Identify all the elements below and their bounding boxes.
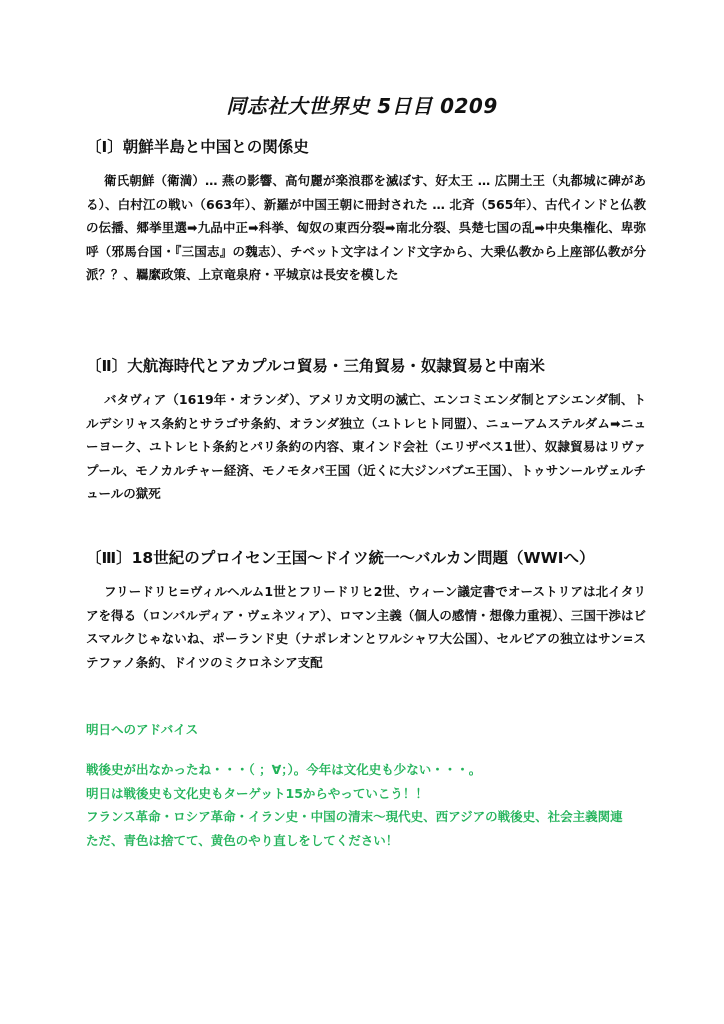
section-3 [86, 548, 646, 674]
section-2-body: バタヴィア（1619年・オランダ）、アメリカ文明の滅亡、エンコミエンダ制とアシエンダ制、トルデシリャス条約とサラゴサ条約、オランダ独立（ユトレヒト同盟）、ニューアムステルダム➡ニューヨーク、ユトレヒト条約とパリ条約の内容、東インド会社（エリザベス1世）、奴隷貿易はリヴァプール、モノカルチャー経済、モノモタパ王国（近くに大ジンバブエ王国）、トゥサンールヴェルチュールの獄死 [86, 392, 646, 501]
section-2 [86, 356, 646, 506]
section-2-heading: 〔Ⅱ〕大航海時代とアカプルコ貿易・三角貿易・奴隷貿易と中南米 [86, 357, 545, 375]
advice-heading: 明日へのアドバイス [86, 722, 199, 737]
advice-line: ただ、青色は捨てて、黄色のやり直しをしてください！ [86, 832, 399, 848]
advice-line: 明日は戦後史も文化史もターゲット15からやっていこう！！ [86, 785, 428, 801]
section-1-heading: 〔Ⅰ〕朝鮮半島と中国との関係史 [86, 138, 309, 156]
page-title: 同志社大世界史 5日目 0209 [226, 94, 498, 118]
section-1 [86, 137, 646, 287]
advice-line: 戦後史が出なかったね・・・（ ；∀；）。今年は文化史も少ない・・・。 [86, 762, 482, 777]
advice-block [86, 721, 666, 852]
section-3-body: フリードリヒ=ヴィルヘルム1世とフリードリヒ2世、ウィーン議定書でオーストリアは北イタリアを得る（ロンバルディア・ヴェネツィア）、ロマン主義（個人の感情・想像力重視）、三国干渉はビスマルクじゃないね、ポーランド史（ナポレオンとワルシャワ大公国）、セルビアの独立はサン=ステファノ条約、ドイツのミクロネシア支配 [86, 584, 646, 670]
section-1-body: 衛氏朝鮮（衛満）… 燕の影響、高句麗が楽浪郡を滅ぼす、好太王 … 広開土王（丸都城に碑がある）、白村江の戦い（663年）、新羅が中国王朝に冊封された … 北斉（565年）、古代インドと仏教の伝播、郷挙里選➡九品中正➡科挙、匈奴の東西分裂➡南北分裂、呉楚七国の乱➡中央集権化、卑弥呼（邪馬台国・『三国志』の魏志）、チベット文字はインド文字から、大乗仏教から上座部仏教が分派？？、羈縻政策、上京竜泉府・平城京は長安を模した [86, 173, 646, 282]
advice-line: フランス革命・ロシア革命・イラン史・中国の清末～現代史、西アジアの戦後史、社会主義関連 [86, 809, 623, 824]
section-3-heading: 〔Ⅲ〕18世紀のプロイセン王国～ドイツ統一～バルカン問題（WWⅠへ） [86, 549, 595, 567]
